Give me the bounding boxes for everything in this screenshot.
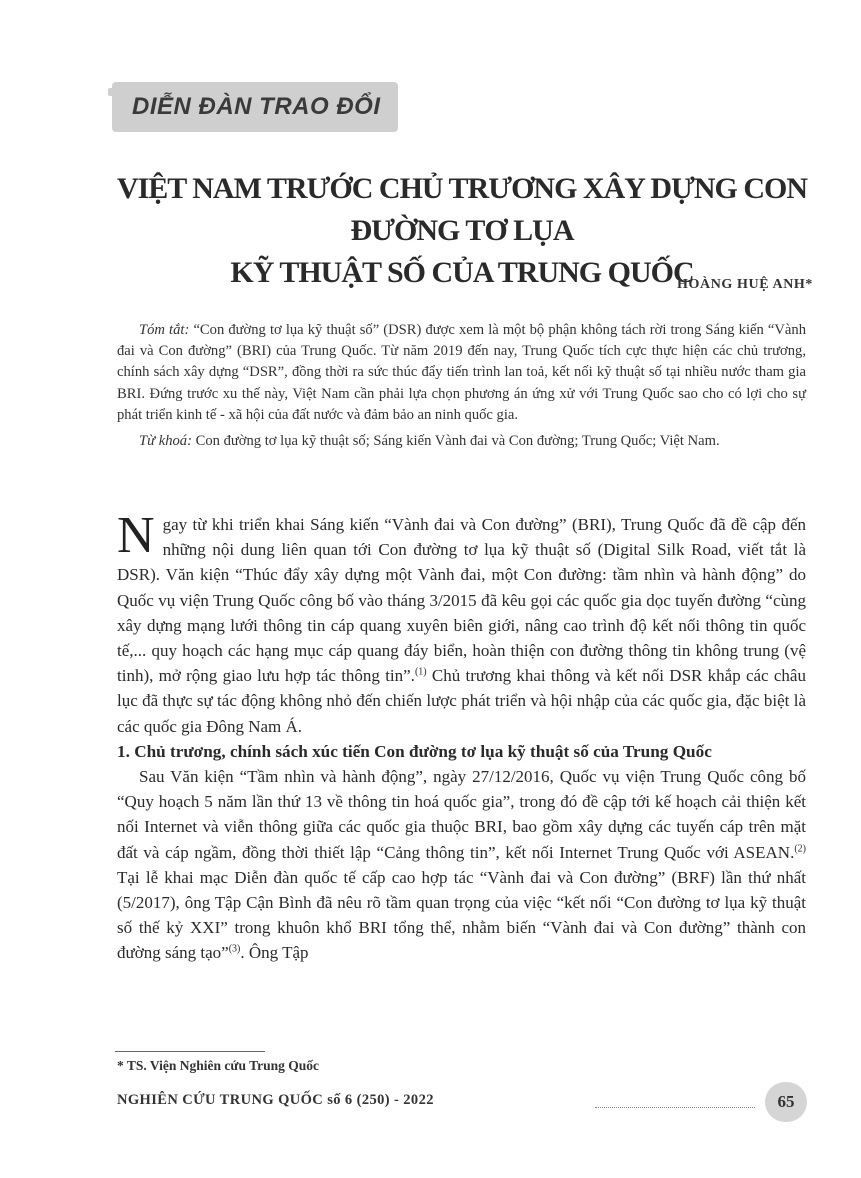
keywords-label: Từ khoá: xyxy=(139,433,192,450)
abstract-label: Tóm tắt: xyxy=(139,322,190,338)
section-heading-1: 1. Chủ trương, chính sách xúc tiến Con đường tơ lụa kỹ thuật số của Trung Quốc xyxy=(117,741,712,761)
article-title-line-2: KỸ THUẬT SỐ CỦA TRUNG QUỐC xyxy=(230,256,694,289)
drop-cap: N xyxy=(117,507,155,564)
abstract-text: “Con đường tơ lụa kỹ thuật số” (DSR) được xem là một bộ phận không tách rời trong Sáng kiến “Vành đai và Con đường” (BRI) của Trung Quốc. Từ năm 2019 đến nay, Trung Quốc tích cực thực hiện các chủ trương, chính sách xây dựng “DSR”, đồng thời ra sức thúc đẩy tiến trình lan toả, kết nối kỹ thuật số tại nhiều nước tham gia BRI. Đứng trước xu thế này, Việt Nam cần phải lựa chọn phương án ứng xử với Trung Quốc sao cho có lợi cho sự phát triển kinh tế - xã hội của đất nước và đảm bảo an ninh quốc gia. xyxy=(117,322,806,423)
article-title-line-1: VIỆT NAM TRƯỚC CHỦ TRƯƠNG XÂY DỰNG CON ĐƯỜNG TƠ LỤA xyxy=(116,172,808,247)
footer-dotted-rule xyxy=(595,1107,755,1108)
body-paragraph-2 xyxy=(117,764,806,966)
abstract xyxy=(117,320,806,452)
page-number: 65 xyxy=(765,1082,807,1122)
intro-text-tail: Chủ trương khai thông và kết nối DSR khắp các châu lục đã thực sự tác động không nhỏ đến chiến lược phát triển và hội nhập của các quốc gia, đặc biệt là các quốc gia Đông Nam Á. xyxy=(117,666,806,736)
footnote-ref-3: (3) xyxy=(228,943,241,955)
footnote-divider xyxy=(115,1051,265,1052)
intro-text: gay từ khi triển khai Sáng kiến “Vành đai và Con đường” (BRI), Trung Quốc đã đề cập đến những nội dung liên quan tới Con đường tơ lụa kỹ thuật số (Digital Silk Road, viết tắt là DSR). Văn kiện “Thúc đẩy xây dựng một Vành đai, một Con đường: tầm nhìn và hành động” do Quốc vụ viện Trung Quốc công bố vào tháng 3/2015 đã kêu gọi các quốc gia dọc tuyến đường “cùng xây dựng mạng lưới thông tin cáp quang xuyên biên giới, nâng cao trình độ kết nối thông tin quốc tế,... quy hoạch các hạng mục cáp quang đáy biển, hoàn thiện con đường thông tin không trung (vệ tinh), mở rộng giao lưu hợp tác thông tin”. xyxy=(117,515,806,686)
author-name: HOÀNG HUỆ ANH* xyxy=(677,277,813,292)
footnote-ref-2: (2) xyxy=(794,842,806,854)
abstract-paragraph xyxy=(117,320,806,426)
author-footnote: * TS. Viện Nghiên cứu Trung Quốc xyxy=(117,1058,320,1073)
journal-footer: NGHIÊN CỨU TRUNG QUỐC số 6 (250) - 2022 xyxy=(117,1092,434,1108)
keywords-text: Con đường tơ lụa kỹ thuật số; Sáng kiến Vành đai và Con đường; Trung Quốc; Việt Nam. xyxy=(195,433,720,450)
section-label: DIỄN ĐÀN TRAO ĐỔI xyxy=(132,93,381,120)
p2-text-a: Sau Văn kiện “Tầm nhìn và hành động”, ngày 27/12/2016, Quốc vụ viện Trung Quốc công bố “Quy hoạch 5 năm lần thứ 13 về thông tin hoá quốc gia”, trong đó đề cập tới kế hoạch cải thiện kết nối Internet và viễn thông giữa các quốc gia thuộc BRI, bao gồm xây dựng các tuyến cáp trên mặt đất và cáp ngầm, đồng thời thiết lập “Cảng thông tin”, kết nối Internet Trung Quốc với ASEAN. xyxy=(117,767,806,862)
p2-text-b: Tại lễ khai mạc Diễn đàn quốc tế cấp cao hợp tác “Vành đai và Con đường” (BRF) lần thứ nhất (5/2017), ông Tập Cận Bình đã nêu rõ tầm quan trọng của việc “kết nối “Con đường tơ lụa kỹ thuật số thế kỷ XXI” trong khuôn khổ BRI tổng thể, nhằm biến “Vành đai và Con đường” thành con đường sáng tạo” xyxy=(117,867,806,963)
intro-paragraph xyxy=(117,507,806,739)
keywords-paragraph xyxy=(117,431,806,452)
footnote-ref-1: (1) xyxy=(414,666,427,678)
p2-text-c: . Ông Tập xyxy=(240,943,309,963)
article-body xyxy=(117,507,806,966)
article-title xyxy=(112,168,812,294)
